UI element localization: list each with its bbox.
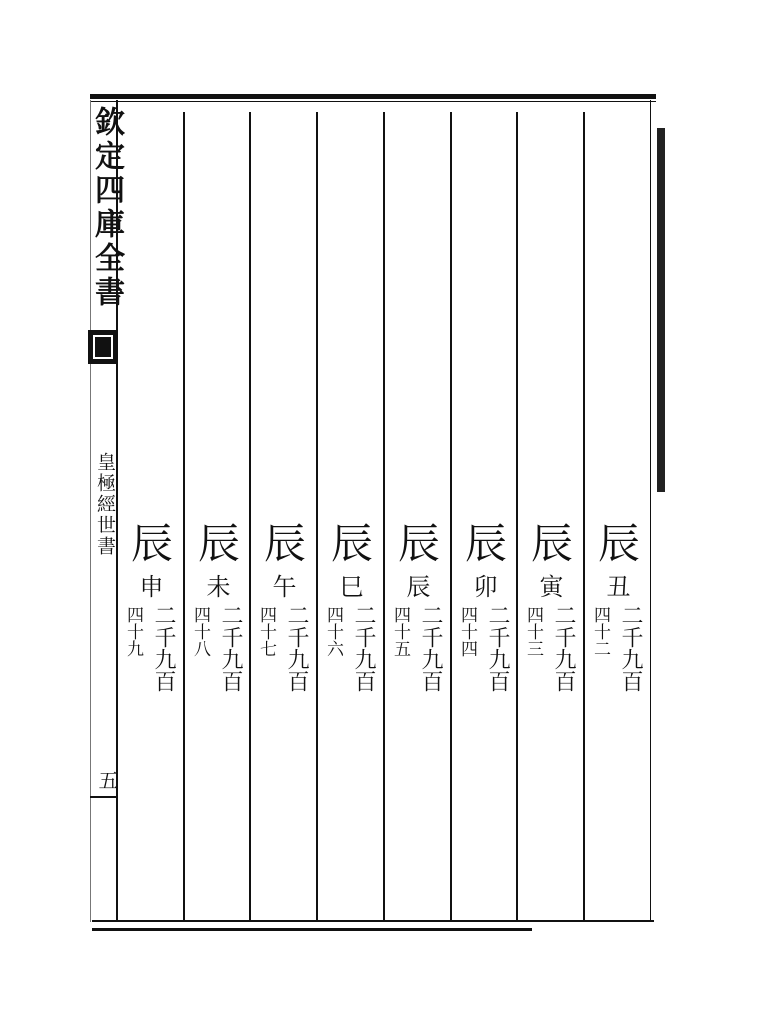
text-column xyxy=(187,520,247,720)
column-sub-number: 四十三 xyxy=(523,606,543,657)
column-divider xyxy=(383,112,385,920)
column-sub-number: 四十四 xyxy=(457,606,477,657)
column-heading-char: 辰 xyxy=(464,519,507,568)
text-column xyxy=(520,520,580,720)
column-branch-char: 申 xyxy=(135,574,163,598)
column-sub-number: 四十五 xyxy=(390,606,410,657)
column-branch-char: 丑 xyxy=(602,574,630,598)
text-column xyxy=(120,520,180,720)
text-column xyxy=(587,520,647,720)
column-sub-number: 四十八 xyxy=(190,606,210,657)
column-heading-char: 辰 xyxy=(130,519,173,568)
fish-tail-mark-inner xyxy=(93,335,113,359)
column-heading-char: 辰 xyxy=(597,519,640,568)
column-branch-char: 未 xyxy=(202,574,230,598)
column-number-text: 二千九百 xyxy=(618,604,643,692)
margin-page-number: 五 xyxy=(95,770,119,790)
column-number-text: 二千九百 xyxy=(418,604,443,692)
column-heading-char: 辰 xyxy=(397,519,440,568)
column-branch-char: 午 xyxy=(268,574,296,598)
column-number-text: 二千九百 xyxy=(485,604,510,692)
column-number-text: 二千九百 xyxy=(351,604,376,692)
text-column xyxy=(320,520,380,720)
fish-tail-mark xyxy=(88,330,118,364)
text-column xyxy=(387,520,447,720)
column-sub-number: 四十六 xyxy=(323,606,343,657)
column-sub-number: 四十二 xyxy=(590,606,610,657)
column-number-text: 二千九百 xyxy=(151,604,176,692)
column-divider xyxy=(450,112,452,920)
column-divider xyxy=(183,112,185,920)
column-heading-char: 辰 xyxy=(263,519,306,568)
page-number-rule xyxy=(90,796,116,798)
column-divider xyxy=(249,112,251,920)
column-branch-char: 寅 xyxy=(535,574,563,598)
column-sub-number: 四十九 xyxy=(123,606,143,657)
margin-book-title: 皇極經世書 xyxy=(94,452,116,557)
column-divider xyxy=(583,112,585,920)
column-heading-char: 辰 xyxy=(530,519,573,568)
column-number-text: 二千九百 xyxy=(551,604,576,692)
column-branch-char: 辰 xyxy=(402,574,430,598)
column-number-text: 二千九百 xyxy=(218,604,243,692)
top-inner-rule xyxy=(90,101,656,102)
margin-collection-title: 欽定四庫全書 xyxy=(89,106,124,310)
column-number-text: 二千九百 xyxy=(284,604,309,692)
column-sub-number: 四十七 xyxy=(256,606,276,657)
text-column xyxy=(253,520,313,720)
column-branch-char: 卯 xyxy=(469,574,497,598)
right-border-rule xyxy=(650,100,651,922)
column-divider xyxy=(316,112,318,920)
bottom-outer-rule xyxy=(92,928,532,931)
column-heading-char: 辰 xyxy=(330,519,373,568)
bottom-border-rule xyxy=(92,920,654,922)
right-edge-bar xyxy=(657,128,665,492)
text-column xyxy=(454,520,514,720)
column-divider xyxy=(516,112,518,920)
column-branch-char: 巳 xyxy=(335,574,363,598)
top-border-rule xyxy=(90,94,656,99)
column-heading-char: 辰 xyxy=(197,519,240,568)
